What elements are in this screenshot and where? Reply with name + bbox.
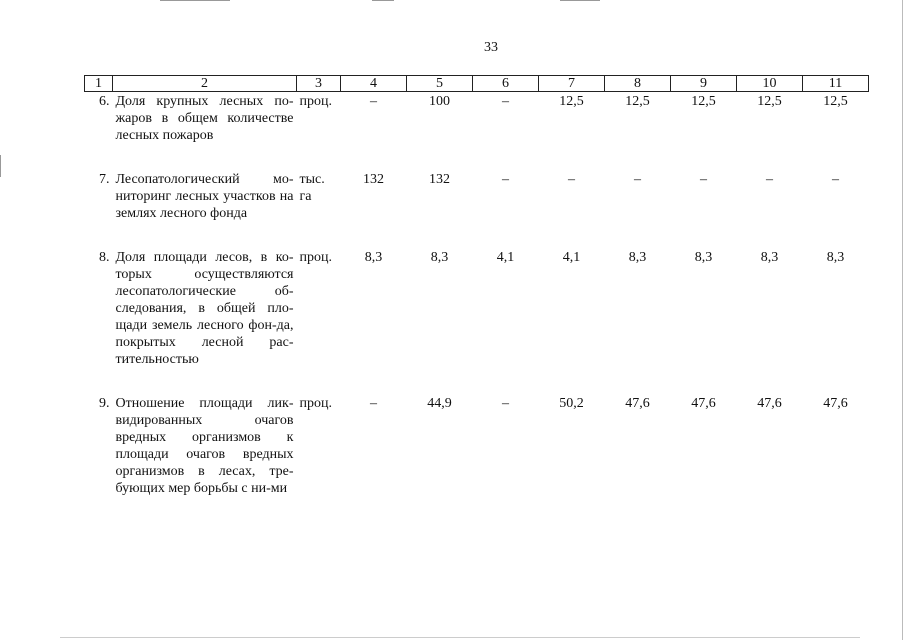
row-number: 6. — [99, 94, 110, 109]
scan-edge-top-mid — [372, 0, 394, 1]
scan-edge-right — [902, 0, 903, 640]
value-cell: 8,3 — [760, 250, 779, 265]
unit-of-measure: проц. — [299, 396, 332, 411]
page-number: 33 — [484, 40, 498, 55]
indicator-name: Доля площади лесов, в ко-торых осуществляются лесопатологические об-следования, в общей пло-щади земель лесного фон-да, покрытых лесной рас-тительностью — [115, 250, 294, 367]
value-cell: 8,3 — [430, 250, 449, 265]
row-number: 9. — [99, 396, 110, 411]
indicator-name: Лесопатологический мо-ниторинг лесных участков на землях лесного фонда — [115, 172, 294, 221]
scan-edge-top-right — [560, 0, 600, 1]
column-header: 5 — [407, 76, 473, 92]
value-cell: 132 — [363, 172, 384, 187]
unit-of-measure: тыс. га — [299, 172, 325, 204]
column-header: 9 — [671, 76, 737, 92]
unit-of-measure: проц. — [299, 250, 332, 265]
value-cell: 8,3 — [628, 250, 647, 265]
value-cell: – — [634, 172, 641, 187]
value-cell: – — [370, 94, 377, 109]
value-cell: 44,9 — [427, 396, 452, 411]
row-spacer — [85, 368, 869, 394]
value-cell: 100 — [429, 94, 450, 109]
value-cell: – — [700, 172, 707, 187]
value-cell: – — [766, 172, 773, 187]
value-cell: 8,3 — [826, 250, 845, 265]
row-spacer — [85, 222, 869, 248]
scan-edge-bottom — [60, 637, 860, 638]
value-cell: 12,5 — [559, 94, 584, 109]
scan-edge-top-left — [160, 0, 230, 1]
value-cell: 12,5 — [625, 94, 650, 109]
row-number: 7. — [99, 172, 110, 187]
value-cell: 12,5 — [691, 94, 716, 109]
value-cell: – — [502, 94, 509, 109]
table-row — [85, 170, 869, 222]
column-header: 3 — [297, 76, 341, 92]
value-cell: – — [370, 396, 377, 411]
unit-of-measure: проц. — [299, 94, 332, 109]
indicator-name: Отношение площади лик-видированных очагов вредных организмов к площади очагов вредных организмов в лесах, тре-бующих мер борьбы с ни-ми — [115, 396, 294, 496]
value-cell: 12,5 — [757, 94, 782, 109]
value-cell: – — [568, 172, 575, 187]
column-header: 11 — [803, 76, 869, 92]
value-cell: 47,6 — [691, 396, 716, 411]
table-row — [85, 248, 869, 368]
column-header: 1 — [85, 76, 113, 92]
indicator-name: Доля крупных лесных по-жаров в общем количестве лесных пожаров — [115, 94, 294, 143]
scan-edge-left-mark — [0, 155, 1, 177]
value-cell: 132 — [429, 172, 450, 187]
table-row — [85, 92, 869, 145]
value-cell: – — [832, 172, 839, 187]
column-header: 4 — [341, 76, 407, 92]
indicators-table — [84, 75, 869, 497]
value-cell: 4,1 — [496, 250, 515, 265]
table-header-row — [85, 76, 869, 92]
column-header: 10 — [737, 76, 803, 92]
row-number: 8. — [99, 250, 110, 265]
value-cell: 47,6 — [757, 396, 782, 411]
column-header: 2 — [113, 76, 297, 92]
column-header: 7 — [539, 76, 605, 92]
value-cell: 47,6 — [625, 396, 650, 411]
value-cell: 12,5 — [823, 94, 848, 109]
value-cell: 8,3 — [694, 250, 713, 265]
value-cell: 8,3 — [364, 250, 383, 265]
value-cell: 50,2 — [559, 396, 584, 411]
value-cell: – — [502, 396, 509, 411]
table-row — [85, 394, 869, 497]
column-header: 6 — [473, 76, 539, 92]
value-cell: 4,1 — [562, 250, 581, 265]
value-cell: – — [502, 172, 509, 187]
row-spacer — [85, 144, 869, 170]
value-cell: 47,6 — [823, 396, 848, 411]
column-header: 8 — [605, 76, 671, 92]
